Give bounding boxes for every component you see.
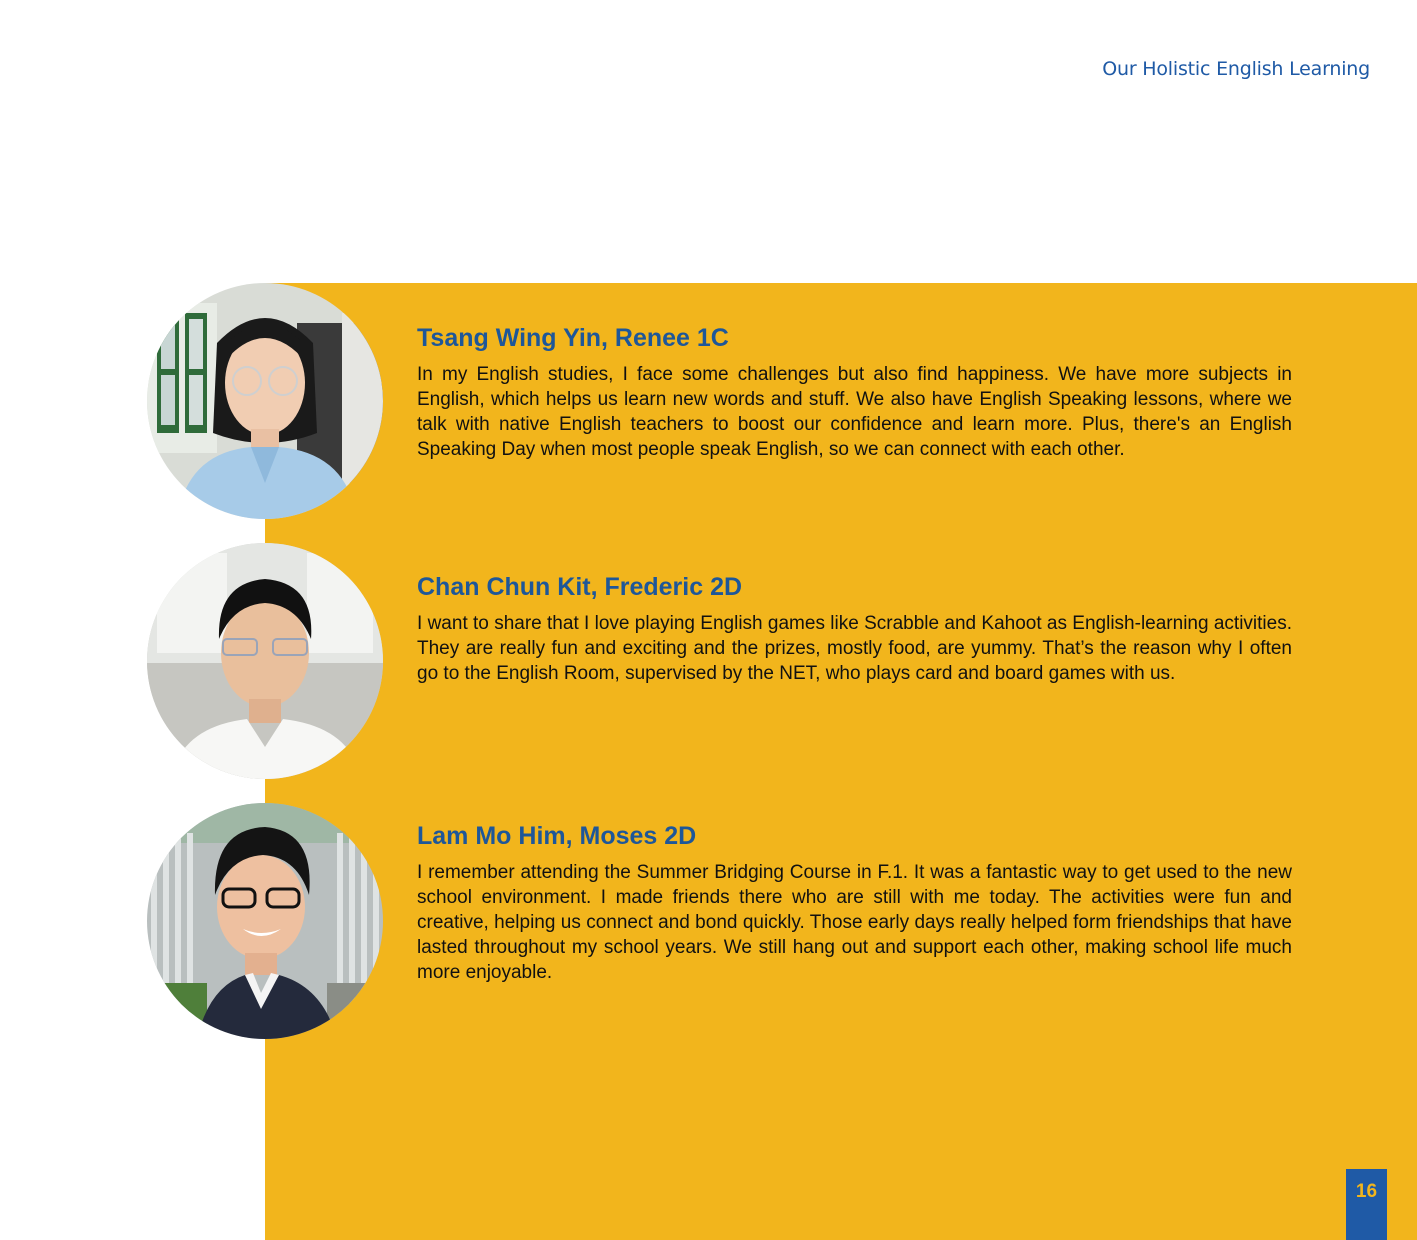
page-header-title: Our Holistic English Learning xyxy=(1102,58,1370,80)
student-name: Tsang Wing Yin, Renee 1C xyxy=(417,324,729,352)
student-photo-renee xyxy=(147,283,383,519)
testimonial-text: I want to share that I love playing English games like Scrabble and Kahoot as English-learning activities. They are really fun and exciting and the prizes, mostly food, are yummy. That’s the reason why I often go to the English Room, supervised by the NET, who plays card and board games with us. xyxy=(417,613,1292,684)
student-photo-frederic xyxy=(147,543,383,779)
page-number-badge xyxy=(1346,1169,1387,1240)
page-number: 16 xyxy=(1355,1181,1378,1202)
student-name: Chan Chun Kit, Frederic 2D xyxy=(417,573,743,601)
testimonial-text: I remember attending the Summer Bridging Course in F.1. It was a fantastic way to get used to the new school environment. I made friends there who are still with me today. The activities were fun and creative, helping us connect and bond quickly. Those early days really helped form friendships that have lasted throughout my school years. We still hang out and support each other, making school life much more enjoyable. xyxy=(417,862,1292,983)
testimonial-text: In my English studies, I face some challenges but also find happiness. We have more subjects in English, which helps us learn new words and stuff. We also have English Speaking lessons, where we talk with native English teachers to boost our confidence and learn more. Plus, there's an English Speaking Day when most people speak English, so we can connect with each other. xyxy=(417,364,1292,460)
student-name: Lam Mo Him, Moses 2D xyxy=(417,822,697,850)
student-photo-moses xyxy=(147,803,383,1039)
